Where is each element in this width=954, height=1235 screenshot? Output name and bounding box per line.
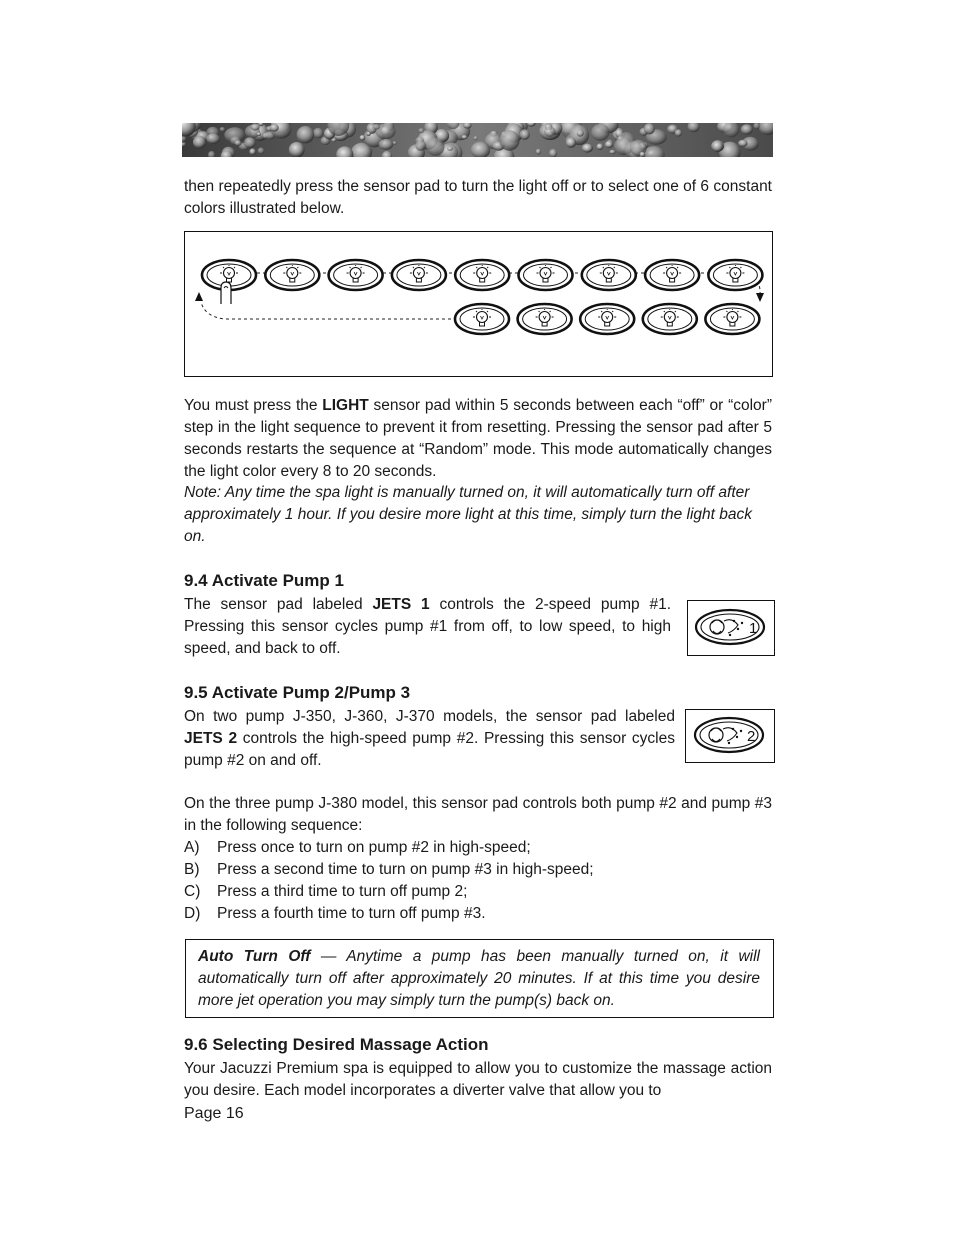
heading-9-4: 9.4 Activate Pump 1 — [184, 571, 344, 590]
list-text: Press a second time to turn on pump #3 in high-speed; — [217, 861, 594, 878]
list-text: Press a fourth time to turn off pump #3. — [217, 905, 486, 922]
list-letter: D) — [184, 905, 201, 922]
light-bulb-icon — [518, 304, 572, 334]
list-letter: C) — [184, 883, 201, 900]
list-item — [184, 837, 531, 859]
light-bulb-icon — [265, 260, 319, 290]
jets2-label: JETS 2 — [184, 730, 238, 747]
j380-paragraph: On the three pump J-380 model, this sensor pad controls both pump #2 and pump #3 in the following sequence: — [184, 795, 772, 834]
arrow-down-icon — [756, 293, 764, 302]
intro-paragraph: then repeatedly press the sensor pad to turn the light off or to select one of 6 constant colors illustrated below. — [184, 178, 772, 217]
pump1-paragraph — [184, 594, 671, 660]
list-text: Press a third time to turn off pump 2; — [217, 883, 468, 900]
light-bulb-icon — [708, 260, 762, 290]
pad-number: 1 — [749, 620, 758, 637]
jets-pad-icon — [688, 601, 773, 654]
text-span: — Anytime a pump has been manually turned on, it will automatically turn off after approximately 20 minutes. If at this time you desire more jet operation you may simply turn the pump(s) back on. — [198, 948, 760, 1009]
pad-number: 2 — [747, 728, 756, 745]
auto-turn-off-label: Auto Turn Off — [198, 948, 311, 965]
massage-paragraph: Your Jacuzzi Premium spa is equipped to allow you to customize the massage action you desire. Each model incorporates a diverter valve that allow you to — [184, 1060, 772, 1099]
finger-press-icon — [221, 282, 231, 304]
jets2-sensor-pad — [685, 709, 775, 763]
heading-9-5: 9.5 Activate Pump 2/Pump 3 — [184, 683, 411, 702]
text-span: controls the 2-speed pump #1. Pressing this sensor cycles pump #1 from off, to low speed, to high speed, and back to off. — [184, 596, 672, 657]
page-number: Page 16 — [184, 1105, 244, 1122]
light-bulb-icon — [392, 260, 446, 290]
list-letter: B) — [184, 861, 200, 878]
light-bulb-icon — [455, 260, 509, 290]
light-label: LIGHT — [322, 397, 369, 414]
text-span: The sensor pad labeled — [184, 596, 373, 613]
light-bulb-icon — [705, 304, 759, 334]
light-note: Note: Any time the spa light is manually turned on, it will automatically turn off after approximately 1 hour. If you desire more light at this time, simply turn the light back on. — [184, 484, 753, 545]
light-bulb-icon — [643, 304, 697, 334]
auto-turn-off-note — [185, 939, 774, 1018]
text-span: controls the high-speed pump #2. Pressing this sensor cycles pump #2 on and off. — [184, 730, 675, 769]
text-span: You must press the — [184, 397, 323, 414]
list-item — [184, 903, 486, 925]
light-bulb-icon — [580, 304, 634, 334]
text-span: sensor pad within 5 seconds between each “off” or “color” step in the light sequence to prevent it from resetting. Pressing the sensor pad after 5 seconds restarts the sequence at “Random” mode. This mode automatically changes the light color every 8 to 20 seconds. — [184, 397, 772, 480]
list-text: Press once to turn on pump #2 in high-speed; — [217, 839, 531, 856]
text-span: On two pump J-350, J-360, J-370 models, the sensor pad labeled — [184, 708, 675, 725]
light-sequence-diagram — [184, 231, 773, 377]
light-instructions-paragraph — [184, 395, 772, 483]
light-bulb-icon — [582, 260, 636, 290]
list-letter: A) — [184, 839, 200, 856]
water-droplets-texture — [182, 123, 773, 157]
list-item — [184, 881, 467, 903]
pump2-paragraph — [184, 706, 675, 772]
light-bulb-icon — [519, 260, 573, 290]
light-bulb-icon — [455, 304, 509, 334]
auto-turn-off-text — [198, 946, 760, 1012]
jets1-label: JETS 1 — [372, 596, 430, 613]
jets-pad-icon — [686, 710, 773, 761]
jets1-sensor-pad — [687, 600, 775, 656]
light-sequence-svg — [185, 232, 771, 375]
light-bulb-icon — [645, 260, 699, 290]
header-texture-band — [182, 123, 773, 157]
heading-9-6: 9.6 Selecting Desired Massage Action — [184, 1035, 489, 1054]
list-item — [184, 859, 594, 881]
arrow-up-icon — [195, 292, 203, 301]
light-bulb-icon — [329, 260, 383, 290]
